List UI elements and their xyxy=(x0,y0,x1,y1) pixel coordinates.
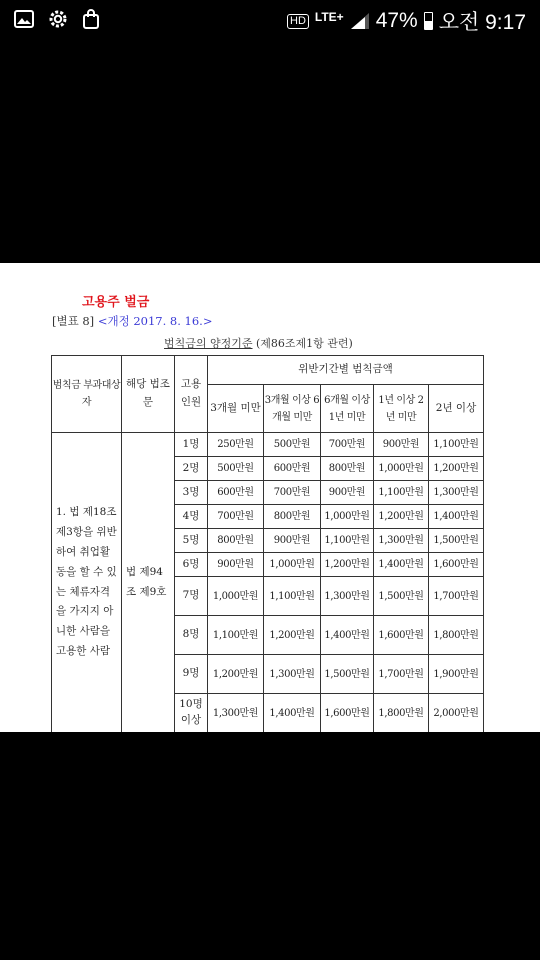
header-period: 1년 이상 2년 미만 xyxy=(374,385,429,433)
fine-amount-cell: 1,200만원 xyxy=(374,505,429,529)
amendment-date: <개정 2017. 8. 16.> xyxy=(97,314,213,328)
caption-sub: (제86조제1항 관련) xyxy=(256,337,353,350)
fine-amount-cell: 900만원 xyxy=(321,481,374,505)
fine-amount-cell: 1,200만원 xyxy=(429,457,484,481)
employee-count-cell: 8명 xyxy=(175,616,208,655)
fine-amount-cell: 1,000만원 xyxy=(374,457,429,481)
employee-count-cell: 5명 xyxy=(175,529,208,553)
article-cell: 법 제94조 제9호 xyxy=(122,433,175,733)
fine-amount-cell: 1,800만원 xyxy=(429,616,484,655)
settings-icon xyxy=(48,9,68,29)
fine-amount-cell: 1,100만원 xyxy=(321,529,374,553)
fine-amount-cell: 1,000만원 xyxy=(321,505,374,529)
fine-amount-cell: 1,200만원 xyxy=(208,655,264,694)
fine-amount-cell: 800만원 xyxy=(208,529,264,553)
header-employees: 고용 인원 xyxy=(175,356,208,433)
fine-amount-cell: 1,100만원 xyxy=(374,481,429,505)
employee-count-cell: 4명 xyxy=(175,505,208,529)
fine-amount-cell: 1,800만원 xyxy=(374,694,429,733)
clock: 오전 9:17 xyxy=(438,11,526,34)
table-row xyxy=(52,433,484,457)
employee-count-cell: 1명 xyxy=(175,433,208,457)
header-period: 2년 이상 xyxy=(429,385,484,433)
fine-amount-cell: 1,300만원 xyxy=(264,655,321,694)
fine-amount-cell: 250만원 xyxy=(208,433,264,457)
fine-amount-cell: 1,900만원 xyxy=(429,655,484,694)
document-image[interactable] xyxy=(0,263,540,732)
fine-amount-cell: 1,300만원 xyxy=(429,481,484,505)
fine-amount-cell: 1,000만원 xyxy=(208,577,264,616)
fine-amount-cell: 1,400만원 xyxy=(374,553,429,577)
fine-amount-cell: 1,400만원 xyxy=(429,505,484,529)
fine-amount-cell: 800만원 xyxy=(321,457,374,481)
fine-amount-cell: 700만원 xyxy=(264,481,321,505)
appendix-label: [별표 8] xyxy=(52,314,95,328)
fine-amount-cell: 600만원 xyxy=(264,457,321,481)
fine-amount-cell: 1,600만원 xyxy=(374,616,429,655)
appendix-reference xyxy=(52,313,212,329)
fine-amount-cell: 700만원 xyxy=(208,505,264,529)
document-title: 고용주 벌금 xyxy=(82,295,150,310)
fine-amount-cell: 1,100만원 xyxy=(429,433,484,457)
fine-amount-cell: 1,700만원 xyxy=(374,655,429,694)
fine-amount-cell: 600만원 xyxy=(208,481,264,505)
table-caption xyxy=(164,335,353,351)
employee-count-cell: 7명 xyxy=(175,577,208,616)
fine-amount-cell: 500만원 xyxy=(264,433,321,457)
fine-amount-cell: 1,200만원 xyxy=(321,553,374,577)
status-bar-left-icons xyxy=(14,9,100,29)
battery-percentage: 47% xyxy=(375,9,418,32)
fine-amount-cell: 900만원 xyxy=(264,529,321,553)
fine-amount-cell: 900만원 xyxy=(208,553,264,577)
status-bar-right xyxy=(287,6,526,36)
fine-amount-cell: 1,700만원 xyxy=(429,577,484,616)
shopping-bag-icon xyxy=(82,9,100,29)
battery-fill xyxy=(425,21,432,29)
fine-amount-cell: 800만원 xyxy=(264,505,321,529)
employee-count-cell: 3명 xyxy=(175,481,208,505)
fine-amount-cell: 1,600만원 xyxy=(429,553,484,577)
fine-amount-cell: 700만원 xyxy=(321,433,374,457)
fine-amount-cell: 2,000만원 xyxy=(429,694,484,733)
employee-count-cell: 10명 이상 xyxy=(175,694,208,733)
fine-amount-cell: 1,500만원 xyxy=(429,529,484,553)
fine-amount-cell: 1,500만원 xyxy=(374,577,429,616)
header-period: 6개월 이상 1년 미만 xyxy=(321,385,374,433)
fine-amount-cell: 1,400만원 xyxy=(321,616,374,655)
fine-amount-cell: 1,100만원 xyxy=(264,577,321,616)
header-period: 3개월 미만 xyxy=(208,385,264,433)
gallery-icon xyxy=(14,10,34,28)
fine-amount-cell: 1,400만원 xyxy=(264,694,321,733)
fine-amount-cell: 1,200만원 xyxy=(264,616,321,655)
header-period-group: 위반기간별 범칙금액 xyxy=(208,356,484,385)
fine-table xyxy=(51,355,484,732)
fine-amount-cell: 1,300만원 xyxy=(208,694,264,733)
hd-voice-badge: HD xyxy=(287,14,309,29)
status-bar xyxy=(0,0,540,38)
fine-amount-cell: 900만원 xyxy=(374,433,429,457)
header-period: 3개월 이상 6개월 미만 xyxy=(264,385,321,433)
fine-amount-cell: 1,300만원 xyxy=(321,577,374,616)
employee-count-cell: 6명 xyxy=(175,553,208,577)
employee-count-cell: 9명 xyxy=(175,655,208,694)
subject-cell: 1. 법 제18조 제3항을 위반하여 취업활동을 할 수 있는 체류자격을 가지지 아니한 사람을 고용한 사람 xyxy=(52,433,122,733)
fine-amount-cell: 1,600만원 xyxy=(321,694,374,733)
fine-amount-cell: 1,300만원 xyxy=(374,529,429,553)
battery-icon xyxy=(424,12,433,30)
fine-amount-cell: 1,500만원 xyxy=(321,655,374,694)
signal-strength-icon xyxy=(350,12,370,30)
header-subject: 범칙금 부과대상자 xyxy=(52,356,122,433)
header-article: 해당 법조문 xyxy=(122,356,175,433)
fine-amount-cell: 1,000만원 xyxy=(264,553,321,577)
network-type-label: LTE+ xyxy=(314,10,344,24)
fine-amount-cell: 1,100만원 xyxy=(208,616,264,655)
employee-count-cell: 2명 xyxy=(175,457,208,481)
caption-main: 범칙금의 양정기준 xyxy=(164,337,253,350)
fine-amount-cell: 500만원 xyxy=(208,457,264,481)
